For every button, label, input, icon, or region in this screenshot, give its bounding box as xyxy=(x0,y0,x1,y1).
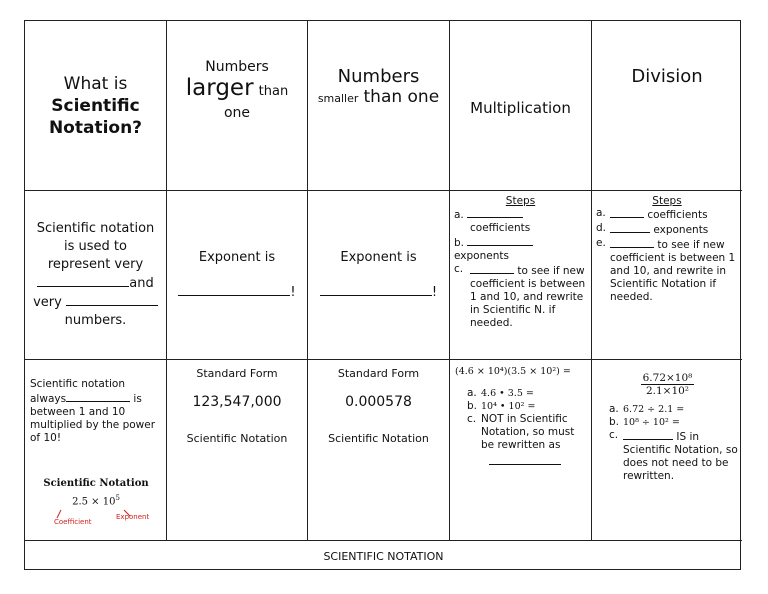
smaller-small: smaller xyxy=(317,92,359,105)
multiplication-example xyxy=(450,360,592,541)
mult-problem: (4.6 × 10⁴)(3.5 × 10²) = xyxy=(455,366,571,377)
step-letter: a. xyxy=(454,209,464,221)
mult-c: NOT in Scientific Notation, so must be rewritten as xyxy=(481,413,575,451)
def-very: very xyxy=(33,295,62,310)
larger-exponent-cell xyxy=(167,191,308,360)
header-multiplication xyxy=(450,21,592,191)
what-is-line3: Notation? xyxy=(48,117,143,138)
what-is-line2: Scientific xyxy=(51,95,140,116)
step-text: coefficients xyxy=(647,209,708,221)
div-b: 10⁸ ÷ 10² = xyxy=(623,417,680,428)
div-c: IS in Scientific Notation, so does not need to be rewritten. xyxy=(623,431,738,482)
blank-line xyxy=(320,283,432,296)
blank-line xyxy=(623,429,673,440)
step-text: to see if new coefficient is between 1 and 10, and rewrite in Scientific Notation if needed. xyxy=(610,239,736,303)
div-denominator: 2.1×10² xyxy=(645,385,690,397)
multiplication-title: Multiplication xyxy=(470,98,571,117)
div-step-a xyxy=(596,207,738,222)
div-a: 6.72 ÷ 2.1 = xyxy=(623,404,685,415)
def-line3: represent very xyxy=(47,257,144,272)
smaller-big: than one xyxy=(363,87,440,107)
def-and: and xyxy=(129,276,154,291)
header-what-is xyxy=(25,21,167,191)
def-line1: Scientific notation xyxy=(36,221,155,236)
def-numbers: numbers. xyxy=(64,313,127,328)
blank-line xyxy=(467,207,523,218)
example-title: Scientific Notation xyxy=(43,478,149,489)
definition-cell xyxy=(25,191,167,360)
header-division xyxy=(592,21,742,191)
division-example xyxy=(592,360,742,541)
exponent-is-label: Exponent is xyxy=(198,250,276,265)
def-line2: is used to xyxy=(64,239,127,254)
multiplication-steps xyxy=(450,191,592,360)
note-line3: between 1 and 10 multiplied by the power of 10! xyxy=(30,406,156,444)
step-letter: e. xyxy=(596,237,606,249)
note-line1: Scientific notation xyxy=(30,378,125,390)
list-letter: b. xyxy=(467,400,478,412)
large-value: 123,547,000 xyxy=(192,394,282,410)
note-is: is xyxy=(133,393,142,405)
mult-step-a-text: coefficients xyxy=(470,222,531,234)
smaller-example-cell xyxy=(308,360,450,541)
list-letter: a. xyxy=(609,403,619,415)
division-fraction xyxy=(641,372,695,397)
exclamation: ! xyxy=(431,285,438,300)
step-letter: c. xyxy=(454,263,464,275)
standard-form-label-2: Standard Form xyxy=(337,367,420,380)
list-letter: b. xyxy=(609,416,620,428)
mult-step-b-text: exponents xyxy=(454,250,509,262)
example-exponent: 5 xyxy=(115,494,120,502)
mult-step-c xyxy=(454,263,587,330)
div-step-e xyxy=(596,237,738,304)
blank-line xyxy=(66,391,130,402)
blank-line xyxy=(489,454,561,465)
note-always: always xyxy=(30,393,67,405)
smaller-line1: Numbers xyxy=(337,66,420,87)
example-base: 2.5 × 10 xyxy=(72,496,116,508)
footer-title-cell xyxy=(25,541,742,571)
steps-title: Steps xyxy=(505,195,536,207)
what-is-line1: What is xyxy=(63,73,128,94)
header-smaller xyxy=(308,21,450,191)
header-larger xyxy=(167,21,308,191)
example-expression xyxy=(30,492,162,508)
blank-line xyxy=(178,283,290,296)
blank-line xyxy=(610,237,654,248)
blank-line xyxy=(37,274,129,287)
mult-step-b xyxy=(454,235,587,250)
exclamation: ! xyxy=(290,285,296,300)
list-letter: c. xyxy=(609,429,619,441)
mult-step-a xyxy=(454,207,587,222)
larger-line1: Numbers xyxy=(205,59,269,75)
step-letter: d. xyxy=(596,222,607,234)
exponent-is-label-2: Exponent is xyxy=(340,250,417,265)
note-cell xyxy=(25,360,167,541)
steps-title: Steps xyxy=(652,195,682,207)
div-step-d xyxy=(596,222,738,237)
blank-line xyxy=(610,207,644,218)
div-numerator: 6.72×10⁸ xyxy=(642,372,693,384)
coefficient-label: Coefficient xyxy=(54,518,92,527)
division-title: Division xyxy=(631,66,703,87)
exponent-label: Exponent xyxy=(116,513,150,522)
step-letter: b. xyxy=(454,237,465,249)
step-text: to see if new coefficient is between 1 and 10, and rewrite in Scientific N. if needed. xyxy=(470,265,586,329)
step-text: exponents xyxy=(653,224,709,236)
sci-notation-label: Scientific Notation xyxy=(186,432,288,445)
standard-form-label: Standard Form xyxy=(196,367,278,380)
blank-line xyxy=(467,235,533,246)
small-value: 0.000578 xyxy=(345,394,412,410)
mult-a: 4.6 • 3.5 = xyxy=(481,388,534,399)
larger-line3: one xyxy=(223,105,251,121)
blank-line xyxy=(610,222,650,233)
step-letter: a. xyxy=(596,207,606,219)
notes-grid xyxy=(24,20,741,570)
smaller-exponent-cell xyxy=(308,191,450,360)
blank-line xyxy=(470,263,514,274)
list-letter: a. xyxy=(467,387,477,399)
blank-line xyxy=(66,293,158,306)
footer-title: SCIENTIFIC NOTATION xyxy=(323,549,444,563)
sci-notation-label-2: Scientific Notation xyxy=(328,432,429,445)
larger-example-cell xyxy=(167,360,308,541)
larger-small: than xyxy=(258,84,289,99)
mult-b: 10⁴ • 10² = xyxy=(481,401,536,412)
larger-big: larger xyxy=(185,75,254,101)
division-steps xyxy=(592,191,742,360)
list-letter: c. xyxy=(467,413,477,425)
